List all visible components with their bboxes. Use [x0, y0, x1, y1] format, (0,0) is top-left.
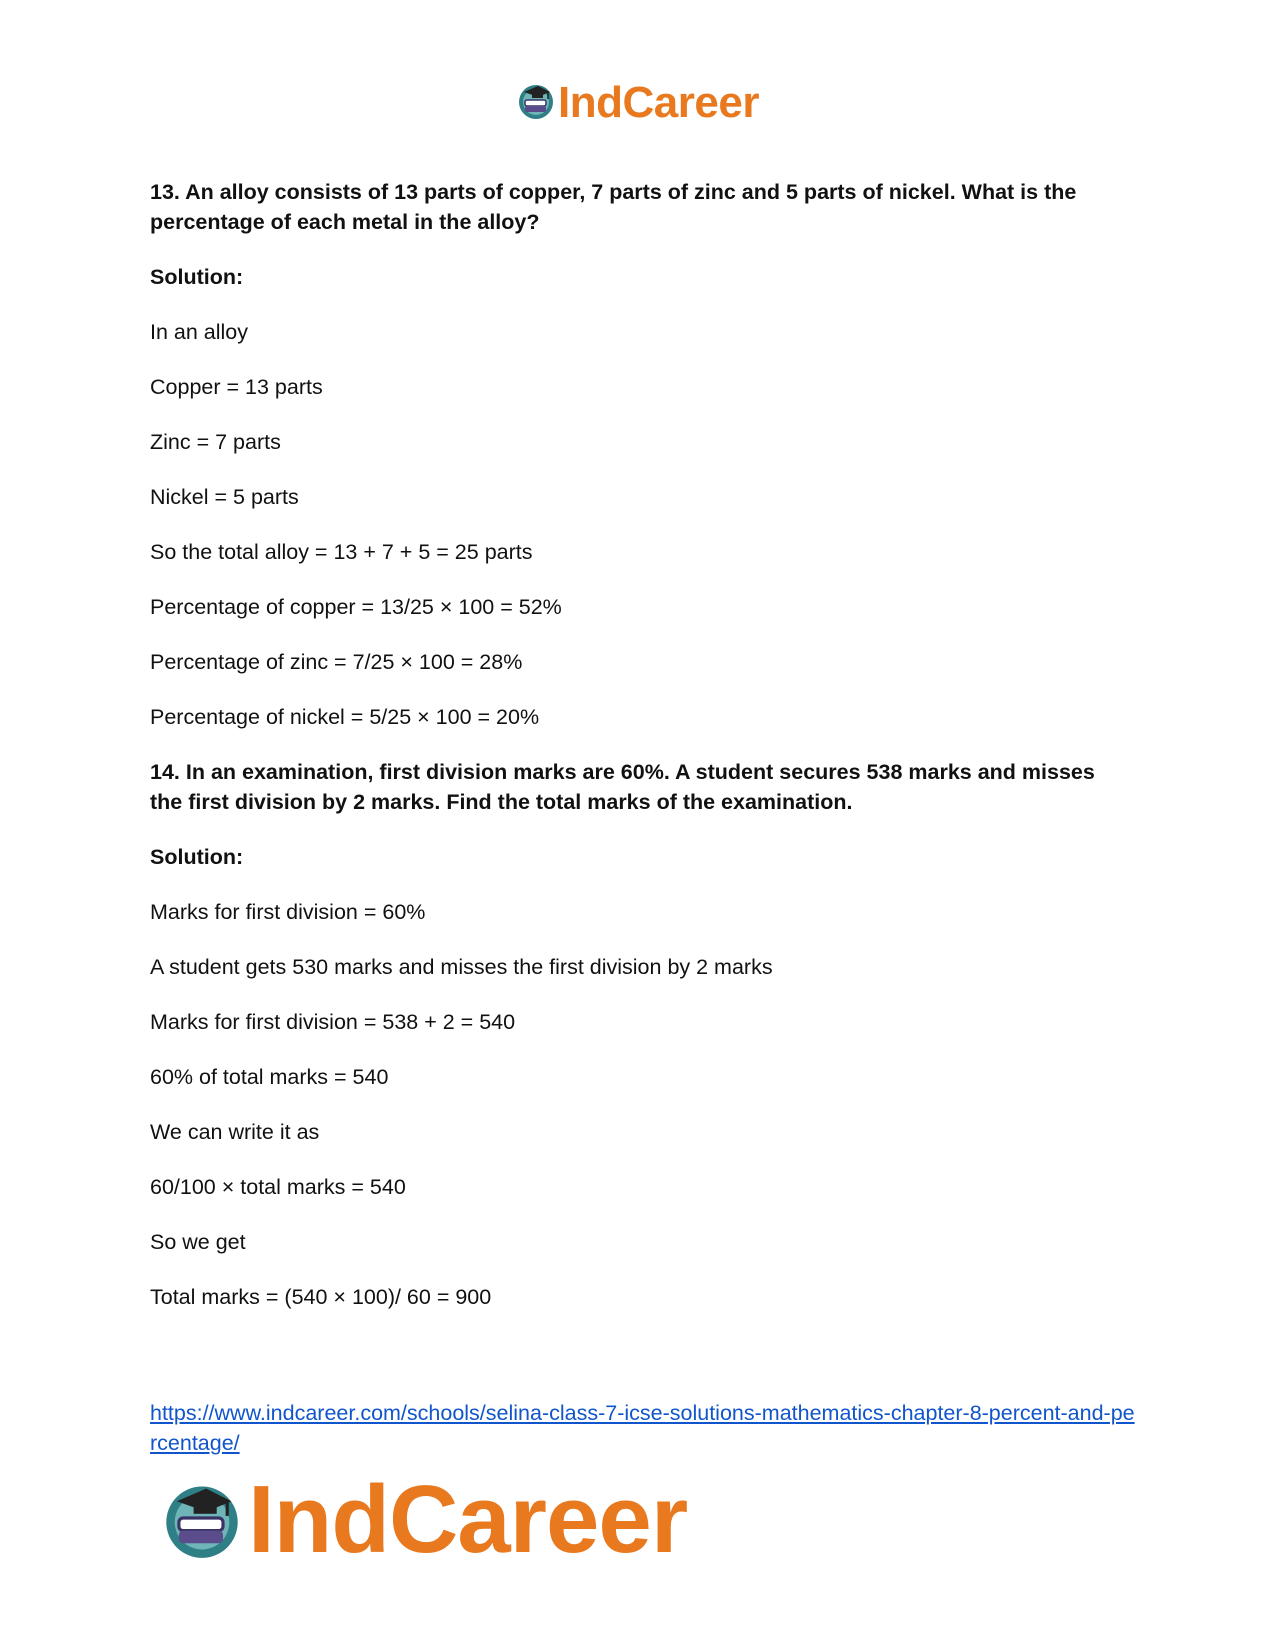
solution-line: Nickel = 5 parts — [150, 485, 299, 509]
footer-logo — [160, 1466, 688, 1573]
solution-line: Total marks = (540 × 100)/ 60 = 900 — [150, 1285, 492, 1309]
solution-line: Percentage of nickel = 5/25 × 100 = 20% — [150, 705, 540, 729]
header-logo — [0, 77, 1275, 127]
graduation-cap-book-icon — [516, 80, 556, 125]
solution-line: Marks for first division = 60% — [150, 900, 426, 924]
document-body — [150, 177, 1130, 1337]
solution-line: Percentage of zinc = 7/25 × 100 = 28% — [150, 650, 523, 674]
solution-line: 60% of total marks = 540 — [150, 1065, 389, 1089]
solution-line: In an alloy — [150, 320, 249, 344]
solution-line: We can write it as — [150, 1120, 320, 1144]
solution-line: Marks for first division = 538 + 2 = 540 — [150, 1010, 516, 1034]
solution-label: Solution: — [150, 265, 244, 289]
solution-line: So we get — [150, 1230, 246, 1254]
source-url-link[interactable]: https://www.indcareer.com/schools/selina-class-7-icse-solutions-mathematics-chapter-8-percent-and-percentage/ — [150, 1401, 1135, 1455]
solution-line: So the total alloy = 13 + 7 + 5 = 25 parts — [150, 540, 533, 564]
solution-line: Percentage of copper = 13/25 × 100 = 52% — [150, 595, 562, 619]
solution-line: A student gets 530 marks and misses the first division by 2 marks — [150, 955, 773, 979]
solution-line: 60/100 × total marks = 540 — [150, 1175, 406, 1199]
question-13: 13. An alloy consists of 13 parts of copper, 7 parts of zinc and 5 parts of nickel. What is the percentage of each metal in the alloy? — [150, 180, 1077, 234]
graduation-cap-book-icon — [160, 1476, 244, 1565]
brand-logo-text: IndCareer — [248, 1466, 688, 1573]
brand-logo-text: IndCareer — [558, 77, 759, 127]
solution-line: Zinc = 7 parts — [150, 430, 281, 454]
solution-label: Solution: — [150, 845, 244, 869]
question-14: 14. In an examination, first division marks are 60%. A student secures 538 marks and misses the first division by 2 marks. Find the total marks of the examination. — [150, 760, 1095, 814]
solution-line: Copper = 13 parts — [150, 375, 323, 399]
